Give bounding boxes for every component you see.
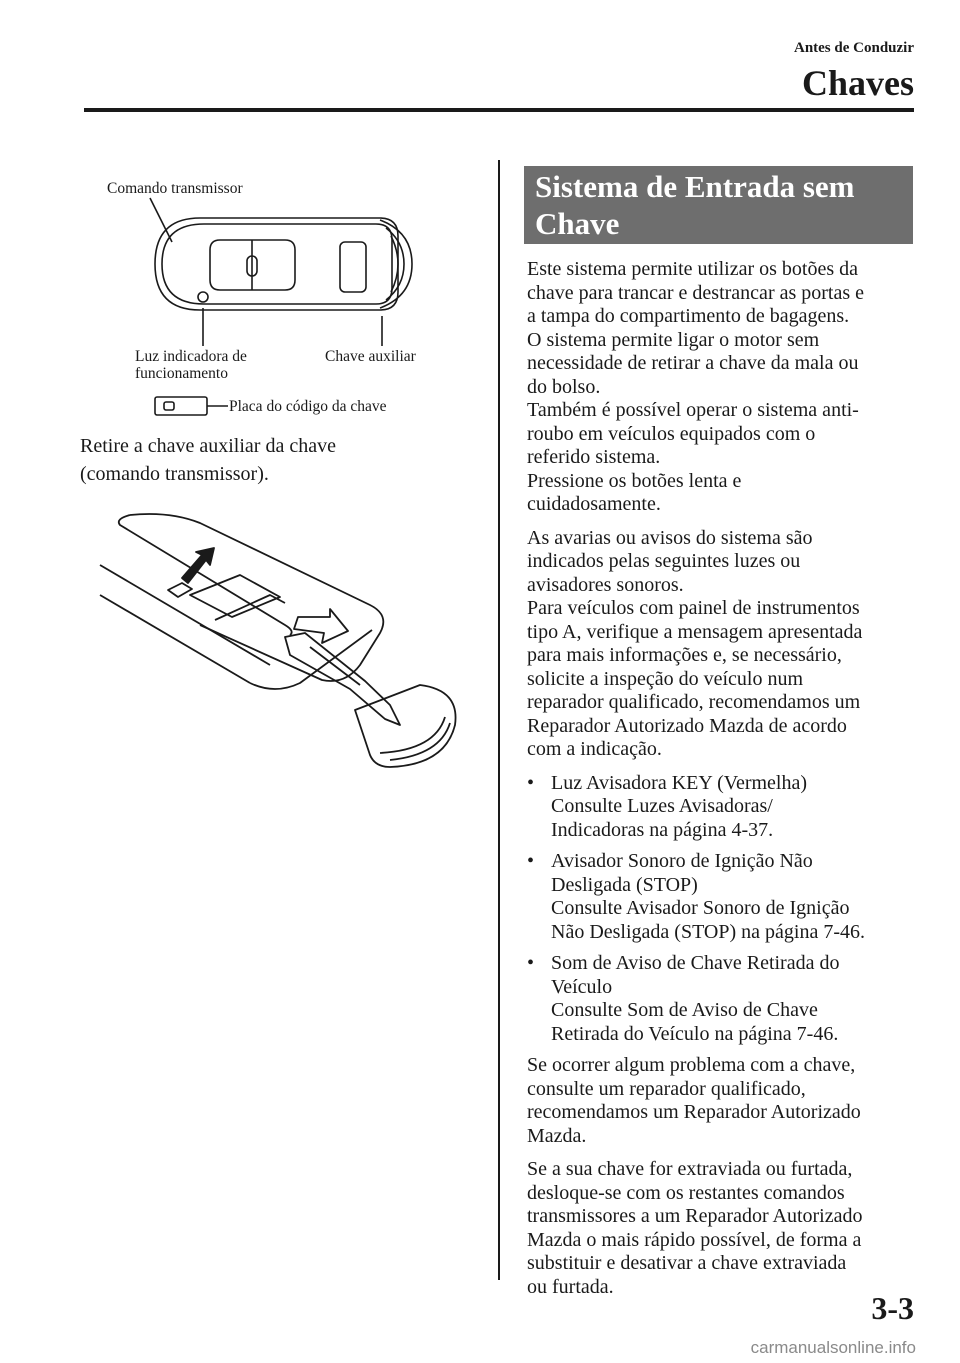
text-line: tipo A, verifique a mensagem apresentada — [527, 620, 863, 643]
text-line: solicite a inspeção do veículo num — [527, 667, 804, 690]
key-fob-diagram — [80, 196, 500, 426]
instruction-line: Retire a chave auxiliar da chave — [80, 435, 336, 457]
text-line: a tampa do compartimento de bagagens. — [527, 305, 850, 327]
label-indicator-l2: funcionamento — [135, 365, 228, 382]
text-line: Também é possível operar o sistema anti- — [527, 399, 859, 421]
aux-key-slot — [340, 242, 366, 292]
instruction-line: (comando transmissor). — [80, 463, 269, 485]
text-line: Reparador Autorizado Mazda de acordo — [527, 714, 847, 737]
paragraph-intro — [527, 258, 922, 517]
text-line: avisadores sonoros. — [527, 573, 684, 596]
text-line: necessidade de retirar a chave da mala ou — [527, 352, 859, 374]
bullet-line: Som de Aviso de Chave Retirada do — [551, 952, 840, 974]
section-title-line: Sistema de Entrada sem — [535, 169, 855, 204]
label-transmitter: Comando transmissor — [107, 180, 243, 197]
bullet-line: Retirada do Veículo na página 7-46. — [551, 1022, 839, 1045]
bullet-line: Consulte Avisador Sonoro de Ignição — [551, 897, 850, 919]
release-knob — [168, 583, 192, 597]
instruction-paragraph — [80, 432, 480, 488]
bullet-line: Não Desligada (STOP) na página 7-46. — [551, 920, 866, 943]
bullet-line: Desligada (STOP) — [551, 873, 698, 896]
bullet-line: Consulte Som de Aviso de Chave — [551, 999, 818, 1021]
label-aux-key: Chave auxiliar — [325, 348, 416, 365]
text-line: com a indicação. — [527, 738, 662, 760]
text-line: consulte um reparador qualificado, — [527, 1077, 806, 1100]
bullet-item — [527, 772, 922, 843]
bullet-dot: • — [527, 771, 535, 794]
bullet-line: Veículo — [551, 975, 613, 998]
section-header: Antes de Conduzir — [793, 40, 914, 56]
section-title-box — [524, 166, 913, 244]
text-line: O sistema permite ligar o motor sem — [527, 328, 820, 351]
key-removal-illustration — [90, 505, 470, 800]
text-line: cuidadosamente. — [527, 493, 661, 515]
header-rule — [84, 108, 914, 112]
text-line: As avarias ou avisos do sistema são — [527, 526, 813, 549]
page-number: 3-3 — [871, 1290, 914, 1326]
section-title-line: Chave — [535, 206, 620, 241]
text-line: roubo em veículos equipados com o — [527, 422, 816, 445]
label-code-plate: Placa do código da chave — [229, 398, 387, 415]
section-title — [535, 168, 854, 242]
code-plate-icon — [150, 393, 230, 419]
fob-top-edge — [119, 515, 292, 635]
fob-outer — [155, 218, 398, 310]
key-head-outer — [380, 220, 412, 308]
text-line: substituir e desativar a chave extraviada — [527, 1252, 847, 1274]
bullet-line: Consulte Luzes Avisadoras/ — [551, 795, 773, 817]
watermark: carmanualsonline.info — [750, 1338, 916, 1357]
text-line: Mazda. — [527, 1124, 587, 1147]
paragraph-problem — [527, 1054, 922, 1148]
text-line: ou furtada. — [527, 1275, 614, 1298]
text-line: do bolso. — [527, 375, 601, 398]
text-line: recomendamos um Reparador Autorizado — [527, 1101, 861, 1123]
text-line: transmissores a um Reparador Autorizado — [527, 1205, 863, 1227]
text-line: Para veículos com painel de instrumentos — [527, 597, 860, 619]
chapter-title: Chaves — [801, 63, 914, 103]
text-line: Mazda o mais rápido possível, de forma a — [527, 1228, 862, 1251]
paragraph-lost-key — [527, 1158, 922, 1299]
pull-arrow — [294, 609, 348, 643]
text-line: Se ocorrer algum problema com a chave, — [527, 1054, 856, 1076]
text-line: chave para trancar e destrancar as portas e — [527, 281, 865, 304]
text-line: reparador qualificado, recomendamos um — [527, 691, 861, 713]
right-column-text — [527, 258, 922, 1309]
paragraph-warnings — [527, 527, 922, 762]
label-indicator-l1: Luz indicadora de — [135, 348, 247, 365]
indicator-light — [198, 292, 208, 302]
bullet-dot: • — [527, 850, 535, 872]
text-line: Este sistema permite utilizar os botões da — [527, 258, 859, 280]
text-line: referido sistema. — [527, 446, 661, 468]
bullet-line: Indicadoras na página 4-37. — [551, 818, 774, 841]
text-line: indicados pelas seguintes luzes ou — [527, 550, 801, 572]
bullet-line: Avisador Sonoro de Ignição Não — [551, 850, 813, 872]
bullet-line: Luz Avisadora KEY (Vermelha) — [551, 771, 808, 794]
bullet-item — [527, 952, 922, 1046]
text-line: Pressione os botões lenta e — [527, 469, 742, 492]
text-line: desloque-se com os restantes comandos — [527, 1181, 845, 1204]
text-line: Se a sua chave for extraviada ou furtada, — [527, 1158, 853, 1180]
bullet-dot: • — [527, 952, 535, 974]
key-head-inner — [386, 228, 404, 300]
text-line: para mais informações e, se necessário, — [527, 644, 842, 666]
bullet-item — [527, 850, 922, 944]
